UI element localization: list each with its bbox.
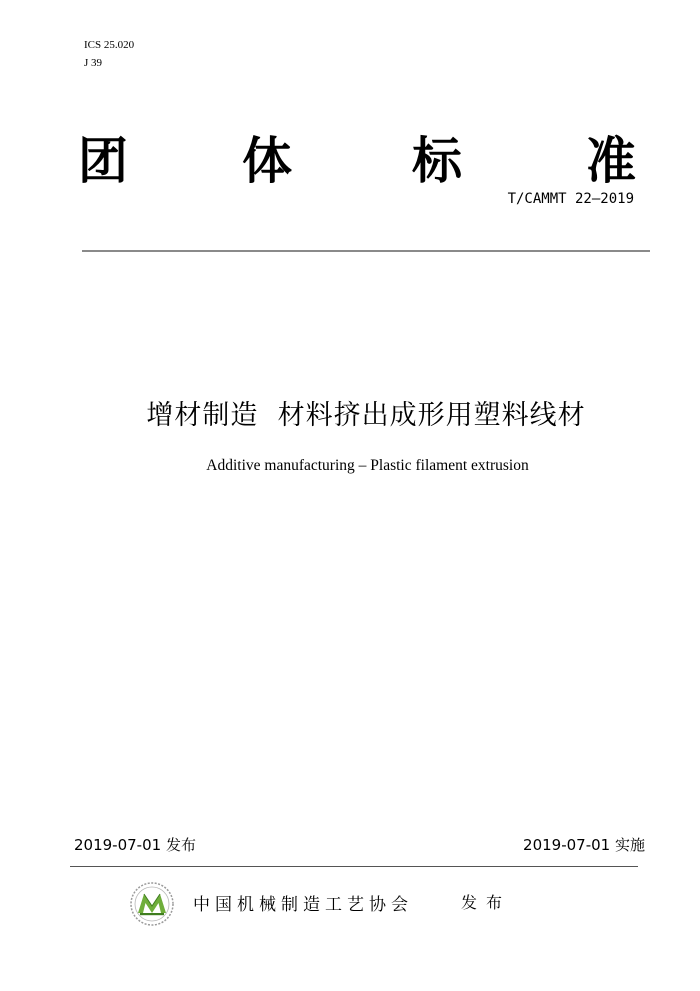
ccs-code: J 39 [84, 57, 103, 69]
chinese-title: 增材制造 材料挤出成形用塑料线材 [146, 400, 586, 431]
masthead-char-3: 标 [412, 131, 462, 190]
publish-label: 发布 [461, 893, 512, 912]
cammt-logo-icon [128, 880, 176, 928]
publisher-name: 中国机械制造工艺协会 [193, 895, 413, 915]
english-title: Additive manufacturing – Plastic filament extrusion [206, 457, 529, 474]
standard-number: T/CAMMT 22—2019 [507, 191, 634, 207]
classification-block [84, 36, 134, 72]
ics-code: ICS 25.020 [84, 39, 135, 51]
masthead-char-4: 准 [586, 131, 636, 190]
top-divider [82, 250, 650, 252]
implement-date: 2019-07-01 实施 [523, 836, 645, 854]
masthead-char-1: 团 [78, 131, 128, 190]
issue-date: 2019-07-01 发布 [74, 836, 196, 854]
bottom-divider [70, 866, 638, 867]
masthead-title [78, 130, 648, 192]
masthead-char-2: 体 [242, 131, 292, 190]
